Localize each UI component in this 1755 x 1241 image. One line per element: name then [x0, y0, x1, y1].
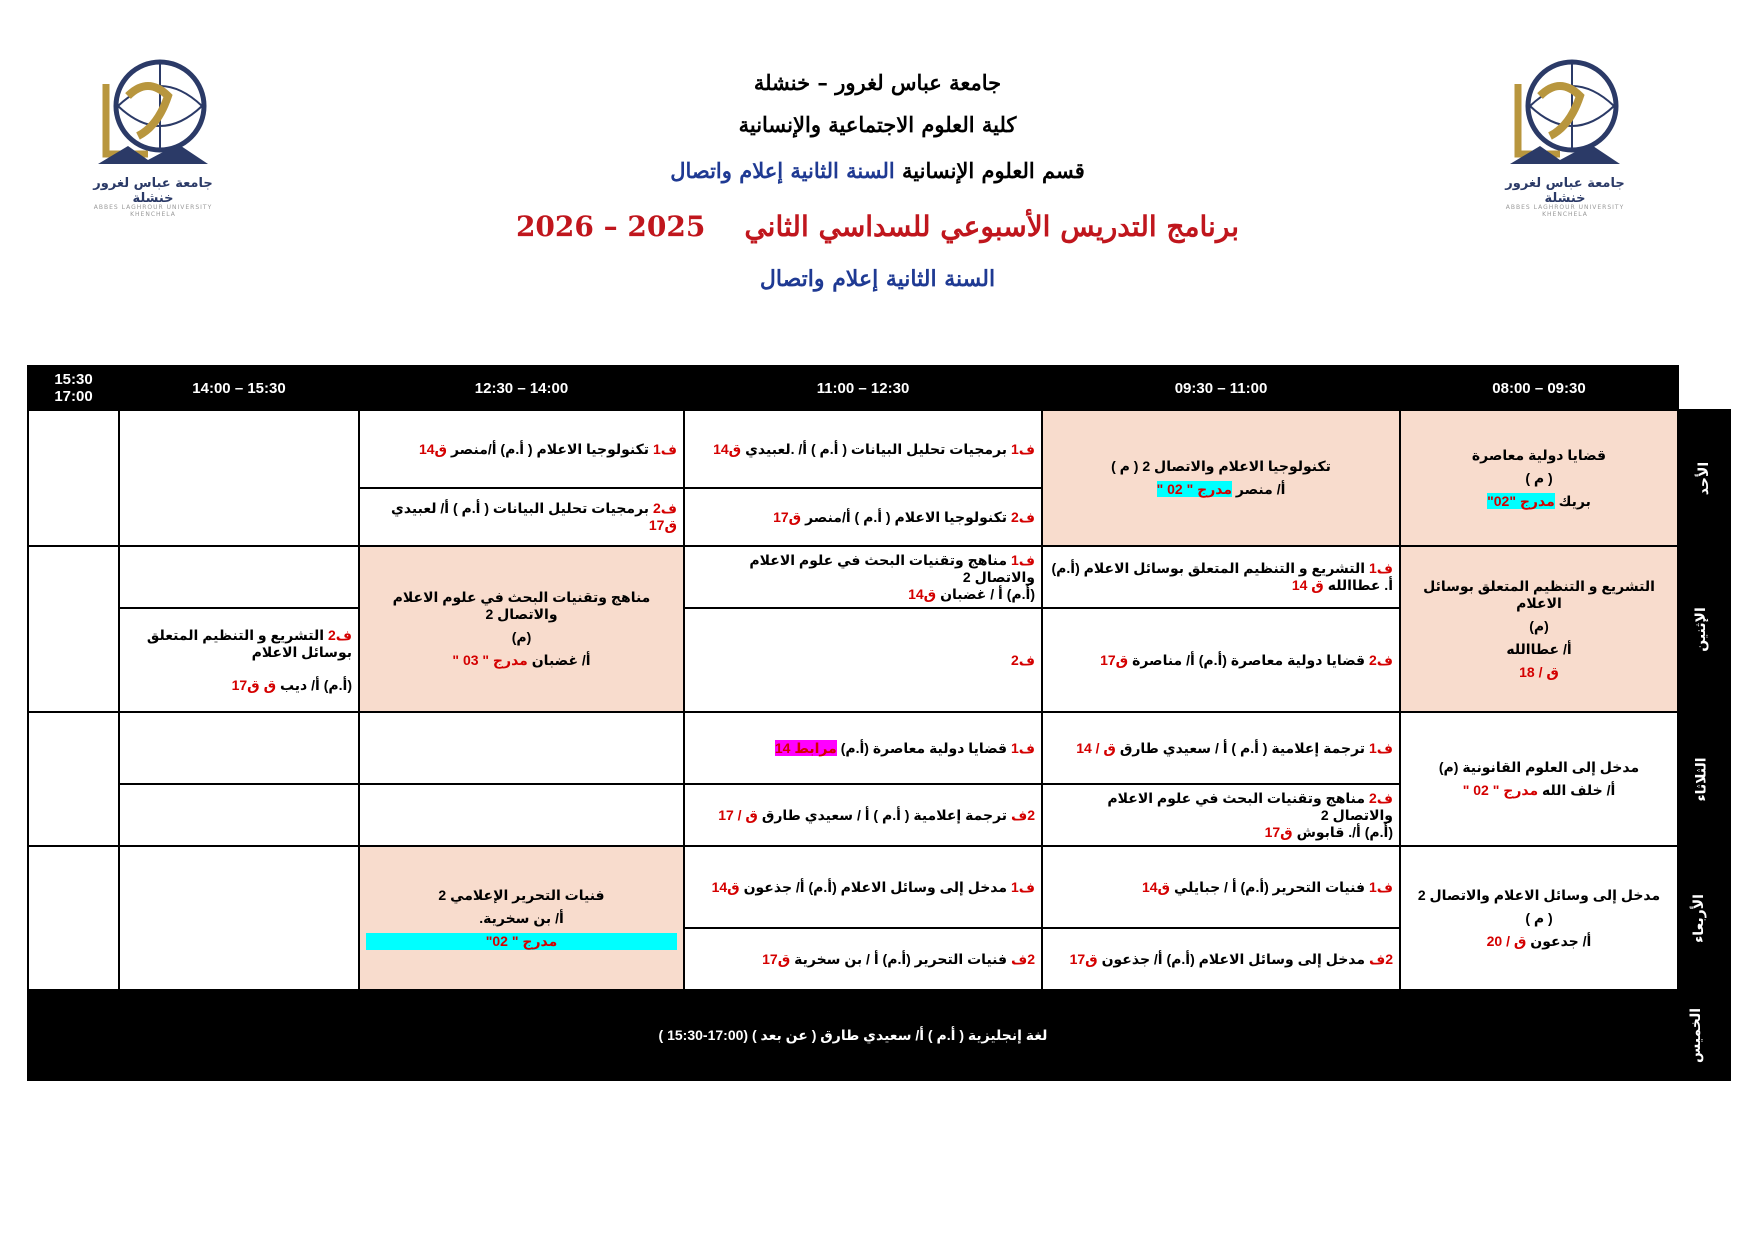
- group-cell: ف2 التشريع و التنظيم المتعلق بوسائل الاعلام (أ.م) أ/ ديب ق ق17: [119, 608, 359, 712]
- department-name: [0, 158, 1755, 183]
- group-cell: ف1 برمجيات تحليل البيانات ( أ.م ) أ/ .لعبيدي ق14: [684, 410, 1042, 488]
- day-label: الثلاثاء: [1678, 712, 1730, 846]
- time-slot-header: 12:30 – 11:00: [684, 366, 1042, 410]
- lecture-cell: التشريع و التنظيم المتعلق بوسائل الاعلام (م) أ/ عطاالله ق / 18: [1400, 546, 1678, 712]
- group-cell: ف2 تكنولوجيا الاعلام ( أ.م ) أ/منصر ق17: [684, 488, 1042, 546]
- lecture-cell: مناهج وتقنيات البحث في علوم الاعلام والاتصال 2 (م) أ/ غضبان مدرج " 03 ": [359, 546, 684, 712]
- time-slot-header: 15:30 17:00: [28, 366, 119, 410]
- lecture-cell: فنيات التحرير الإعلامي 2 أ/ بن سخرية. مدرج " 02": [359, 846, 684, 990]
- group-cell: ف1 التشريع و التنظيم المتعلق بوسائل الاعلام (أ.م) أ. عطاالله ق 14: [1042, 546, 1400, 608]
- group-cell: 2ف ترجمة إعلامية ( أ.م ) أ / سعيدي طارق ق / 17: [684, 784, 1042, 846]
- thursday-course: لغة إنجليزية ( أ.م ) أ/ سعيدي طارق ( عن بعد ) (17:00-15:30 ): [28, 990, 1678, 1080]
- day-row-wednesday: [28, 846, 1730, 928]
- logo-subcaption: ABBES LAGHROUR UNIVERSITY KHENCHELA: [93, 204, 213, 218]
- lecture-cell: قضايا دولية معاصرة ( م ) بريك مدرج "02": [1400, 410, 1678, 546]
- time-slot-header: 11:00 – 09:30: [1042, 366, 1400, 410]
- department-suffix: السنة الثانية إعلام واتصال: [670, 158, 895, 183]
- group-cell: ف1 ترجمة إعلامية ( أ.م ) أ / سعيدي طارق ق / 14: [1042, 712, 1400, 784]
- day-row-thursday: [28, 990, 1730, 1080]
- university-name: جامعة عباس لغرور – خنشلة: [753, 70, 1002, 95]
- time-slot-header: 09:30 – 08:00: [1400, 366, 1678, 410]
- time-header-row: [28, 366, 1730, 410]
- group-cell: 2ف مدخل إلى وسائل الاعلام (أ.م) أ/ جذعون ق17: [1042, 928, 1400, 990]
- corner-cell: [1678, 366, 1730, 410]
- lecture-cell: مدخل إلى وسائل الاعلام والاتصال 2 ( م ) أ/ جدعون ق / 20: [1400, 846, 1678, 990]
- empty-cell: [28, 712, 119, 846]
- lecture-cell: مدخل إلى العلوم القانونية (م) أ/ خلف الله مدرج " 02 ": [1400, 712, 1678, 846]
- day-label: الإثنين: [1678, 546, 1730, 712]
- empty-cell: [119, 712, 359, 784]
- day-label: الخميس: [1678, 990, 1730, 1080]
- empty-cell: [28, 546, 119, 712]
- group-cell: ف2 مناهج وتقنيات البحث في علوم الاعلام والاتصال 2 (أ.م) أ/. قابوش ق17: [1042, 784, 1400, 846]
- group-cell: ف2 قضايا دولية معاصرة (أ.م) أ/ مناصرة ق17: [1042, 608, 1400, 712]
- time-slot-header: 14:00 – 12:30: [359, 366, 684, 410]
- day-label: الأربعاء: [1678, 846, 1730, 990]
- lecture-cell: تكنولوجيا الاعلام والاتصال 2 ( م ) أ/ منصر مدرج " 02 ": [1042, 410, 1400, 546]
- faculty-name: كلية العلوم الاجتماعية والإنسانية: [738, 112, 1017, 137]
- day-row-monday: [28, 546, 1730, 608]
- group-cell: ف1 قضايا دولية معاصرة (أ.م) مرابط 14: [684, 712, 1042, 784]
- empty-cell: [119, 546, 359, 608]
- day-row-tuesday: [28, 712, 1730, 784]
- department-prefix: قسم العلوم الإنسانية: [902, 158, 1085, 183]
- level-title: السنة الثانية إعلام واتصال: [759, 266, 996, 292]
- empty-cell: [119, 846, 359, 990]
- logo-caption: جامعة عباس لغرور خنشلة: [93, 176, 213, 206]
- schedule-table: [27, 365, 1731, 1081]
- group-cell: ف1 مناهج وتقنيات البحث في علوم الاعلام والاتصال 2 (أ.م) أ / غضبان ق14: [684, 546, 1042, 608]
- program-title: [0, 210, 1755, 243]
- group-cell: ف1 فنيات التحرير (أ.م) أ / جبايلي ق14: [1042, 846, 1400, 928]
- empty-cell: [119, 784, 359, 846]
- logo-subcaption: ABBES LAGHROUR UNIVERSITY KHENCHELA: [1505, 204, 1625, 218]
- group-cell: ف2 برمجيات تحليل البيانات ( أ.م ) أ/ لعبيدي ق17: [359, 488, 684, 546]
- academic-year: 2025 – 2026: [515, 210, 706, 243]
- group-cell: ف2: [684, 608, 1042, 712]
- empty-cell: [28, 410, 119, 546]
- empty-cell: [28, 846, 119, 990]
- day-label: الأحد: [1678, 410, 1730, 546]
- group-cell: ف1 تكنولوجيا الاعلام ( أ.م) أ/منصر ق14: [359, 410, 684, 488]
- group-cell: 2ف فنيات التحرير (أ.م) أ / بن سخرية ق17: [684, 928, 1042, 990]
- program-title-text: برنامج التدريس الأسبوعي للسداسي الثاني: [744, 210, 1240, 243]
- empty-cell: [119, 410, 359, 546]
- time-slot-header: 15:30 – 14:00: [119, 366, 359, 410]
- day-row-sunday: [28, 410, 1730, 488]
- group-cell: ف1 مدخل إلى وسائل الاعلام (أ.م) أ/ جذعون ق14: [684, 846, 1042, 928]
- logo-caption: جامعة عباس لغرور خنشلة: [1505, 176, 1625, 206]
- empty-cell: [359, 784, 684, 846]
- empty-cell: [359, 712, 684, 784]
